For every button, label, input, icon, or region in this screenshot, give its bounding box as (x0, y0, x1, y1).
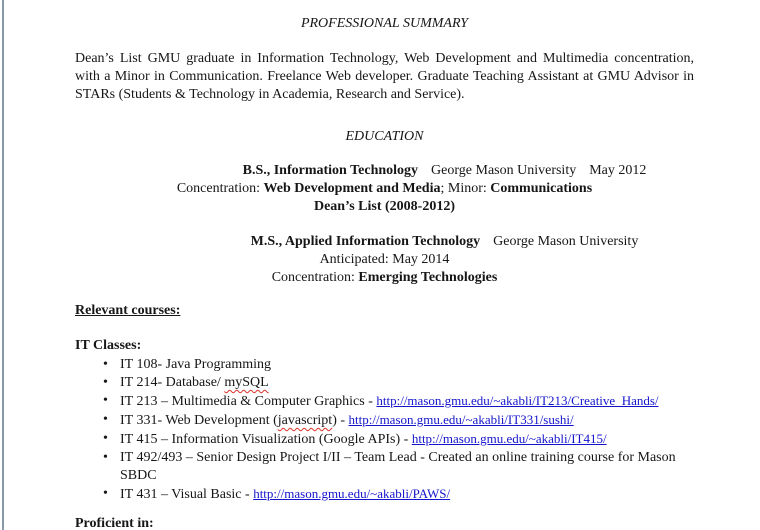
ms-school: George Mason University (493, 234, 639, 249)
course-text-part: ) - (332, 413, 349, 428)
bullet-icon: • (103, 412, 108, 427)
bullet-icon: • (103, 375, 108, 390)
course-text (120, 411, 694, 430)
course-text-part: IT 108- Java Programming (120, 357, 271, 372)
list-item (75, 356, 694, 374)
misspelled-word: mySQL (224, 375, 269, 390)
bs-honors: Dean’s List (2008-2012) (313, 199, 456, 214)
bs-minor-value: Communications (490, 181, 593, 196)
course-link[interactable]: http://mason.gmu.edu/~akabli/IT331/sushi/ (348, 412, 574, 427)
bullet-icon: • (103, 393, 108, 408)
course-text-part: IT 431 – Visual Basic - (120, 487, 254, 502)
ms-concentration-label: Concentration: (271, 270, 359, 285)
bullet-icon: • (103, 357, 108, 372)
bs-concentration-line (75, 180, 694, 198)
list-item (75, 392, 694, 411)
ms-concentration-value: Emerging Technologies (358, 270, 498, 285)
bullet-icon: • (103, 486, 108, 501)
course-link[interactable]: http://mason.gmu.edu/~akabli/IT415/ (411, 431, 607, 446)
bs-degree-line (75, 162, 694, 180)
course-text-part: IT 331- Web Development ( (120, 413, 278, 428)
professional-summary-heading: PROFESSIONAL SUMMARY (300, 16, 469, 31)
summary-paragraph: Dean’s List GMU graduate in Information Technology, Web Development and Multimedia concentration, with a Minor in Communication. Freelance Web developer. Graduate Teaching Assistant at GMU Advisor in STARs (Students & Technology in Academia, Research and Service). (75, 51, 694, 102)
bs-concentration-label: Concentration: (176, 181, 264, 196)
course-text (120, 430, 694, 449)
misspelled-word: javascript (277, 413, 333, 428)
ms-concentration-line (75, 269, 694, 287)
bs-degree-name: B.S., Information Technology (242, 163, 419, 178)
bullet-icon: • (103, 431, 108, 446)
course-link[interactable]: http://mason.gmu.edu/~akabli/IT213/Creative_Hands/ (376, 393, 659, 408)
course-text-part: IT 213 – Multimedia & Computer Graphics - (120, 394, 377, 409)
relevant-courses-heading: Relevant courses: (75, 303, 181, 318)
course-text (120, 449, 694, 485)
ms-anticipated-line: Anticipated: May 2014 (319, 252, 450, 267)
course-text-part: IT 492/493 – Senior Design Project I/II – Team Lead - Created an online training course for Mason SBDC (120, 450, 676, 483)
course-text-part: IT 415 – Information Visualization (Google APIs) - (120, 432, 412, 447)
course-text (120, 374, 694, 392)
ms-degree-name: M.S., Applied Information Technology (250, 234, 481, 249)
education-heading: EDUCATION (345, 129, 424, 144)
course-list (75, 356, 694, 504)
bs-school: George Mason University (431, 163, 577, 178)
ms-degree-line (75, 233, 694, 251)
ms-degree-block (75, 233, 694, 287)
bullet-icon: • (103, 450, 108, 465)
bs-degree-block (75, 162, 694, 216)
course-text (120, 392, 694, 411)
list-item (75, 374, 694, 392)
list-item (75, 449, 694, 485)
it-classes-heading: IT Classes: (75, 338, 142, 353)
bs-honors-line (75, 198, 694, 216)
proficient-heading: Proficient in: (75, 516, 154, 530)
course-text-part: IT 214- Database/ (120, 375, 225, 390)
bs-date: May 2012 (589, 163, 647, 178)
list-item (75, 485, 694, 504)
list-item (75, 430, 694, 449)
list-item (75, 411, 694, 430)
bs-concentration-value: Web Development and Media (263, 181, 441, 196)
course-link[interactable]: http://mason.gmu.edu/~akabli/PAWS/ (253, 486, 451, 501)
bs-minor-label: ; Minor: (440, 181, 491, 196)
course-text (120, 485, 694, 504)
course-text (120, 356, 694, 374)
